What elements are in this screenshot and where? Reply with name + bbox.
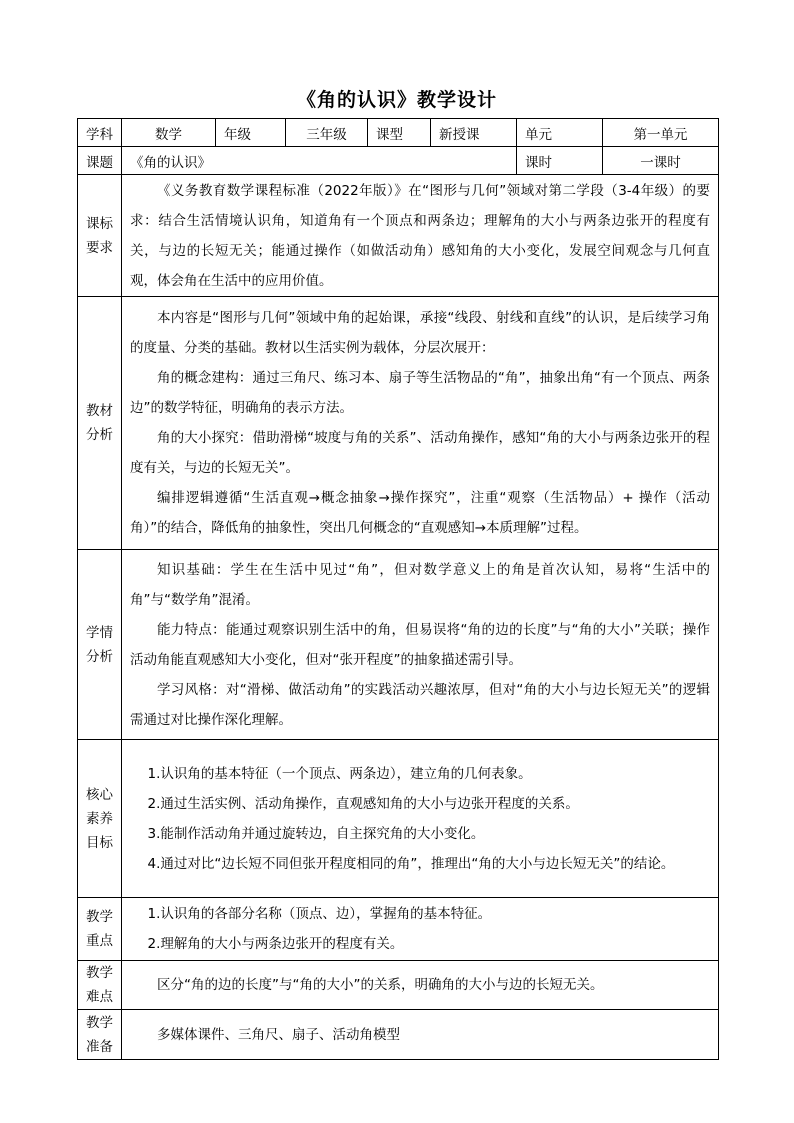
goals-row	[78, 740, 719, 898]
textbook-row	[78, 297, 719, 550]
hours-label: 课时	[517, 147, 603, 175]
preparation-row	[78, 1010, 719, 1060]
goals-content: 1.认识角的基本特征（一个顶点、两条边），建立角的几何表象。 2.通过生活实例、活动角操作，直观感知角的大小与边张开程度的关系。 3.能制作活动角并通过旋转边，自主探究角的大小变化。 4.通过对比“边长短不同但张开程度相同的角”，推理出“角的大小与边长短无关”的结论。	[122, 740, 719, 898]
header-row	[78, 119, 719, 147]
standards-content: 《义务教育数学课程标准（2022年版）》在“图形与几何”领域对第二学段（3-4年级）的要求：结合生活情境认识角，知道角有一个顶点和两条边；理解角的大小与两条边张开的程度有关，与边的长短无关；能通过操作（如做活动角）感知角的大小变化，发展空间观念与几何直观，体会角在生活中的应用价值。	[122, 175, 719, 297]
key-points-label: 教学 重点	[78, 898, 122, 961]
document-title: 《角的认识》教学设计	[296, 89, 497, 111]
key-points-row	[78, 898, 719, 961]
unit-label: 单元	[517, 119, 603, 147]
lesson-plan-table	[77, 118, 719, 1060]
standards-row	[78, 175, 719, 297]
difficulties-row	[78, 961, 719, 1010]
topic-value: 《角的认识》	[122, 147, 517, 175]
preparation-label: 教学 准备	[78, 1010, 122, 1060]
grade-value: 三年级	[286, 119, 368, 147]
difficulties-label: 教学 难点	[78, 961, 122, 1010]
students-row	[78, 550, 719, 740]
textbook-content: 本内容是“图形与几何”领域中角的起始课，承接“线段、射线和直线”的认识，是后续学习角的度量、分类的基础。教材以生活实例为载体，分层次展开： 角的概念建构：通过三角尺、练习本、扇子等生活物品的“角”，抽象出角“有一个顶点、两条边”的数学特征，明确角的表示方法。 角的大小探究：借助滑梯“坡度与角的关系”、活动角操作，感知“角的大小与两条边张开的程度有关，与边的长短无关”。 编排逻辑遵循“生活直观→概念抽象→操作探究”，注重“观察（生活物品）+ 操作（活动角）”的结合，降低角的抽象性，突出几何概念的“直观感知→本质理解”过程。	[122, 297, 719, 550]
students-label: 学情 分析	[78, 550, 122, 740]
grade-label: 年级	[216, 119, 286, 147]
subject-label: 学科	[78, 119, 122, 147]
subject-value: 数学	[122, 119, 216, 147]
hours-value: 一课时	[603, 147, 719, 175]
students-content: 知识基础：学生在生活中见过“角”，但对数学意义上的角是首次认知，易将“生活中的角”与“数学角”混淆。 能力特点：能通过观察识别生活中的角，但易误将“角的边的长度”与“角的大小”关联；操作活动角能直观感知大小变化，但对“张开程度”的抽象描述需引导。 学习风格：对“滑梯、做活动角”的实践活动兴趣浓厚，但对“角的大小与边长短无关”的逻辑需通过对比操作深化理解。	[122, 550, 719, 740]
goals-label: 核心 素养 目标	[78, 740, 122, 898]
preparation-content: 多媒体课件、三角尺、扇子、活动角模型	[122, 1010, 719, 1060]
lesson-type-label: 课型	[368, 119, 431, 147]
key-points-content: 1.认识角的各部分名称（顶点、边），掌握角的基本特征。 2.理解角的大小与两条边张开的程度有关。	[122, 898, 719, 961]
standards-label: 课标 要求	[78, 175, 122, 297]
textbook-label: 教材 分析	[78, 297, 122, 550]
topic-label: 课题	[78, 147, 122, 175]
difficulties-content: 区分“角的边的长度”与“角的大小”的关系，明确角的大小与边的长短无关。	[122, 961, 719, 1010]
unit-value: 第一单元	[603, 119, 719, 147]
topic-row	[78, 147, 719, 175]
lesson-type-value: 新授课	[431, 119, 517, 147]
